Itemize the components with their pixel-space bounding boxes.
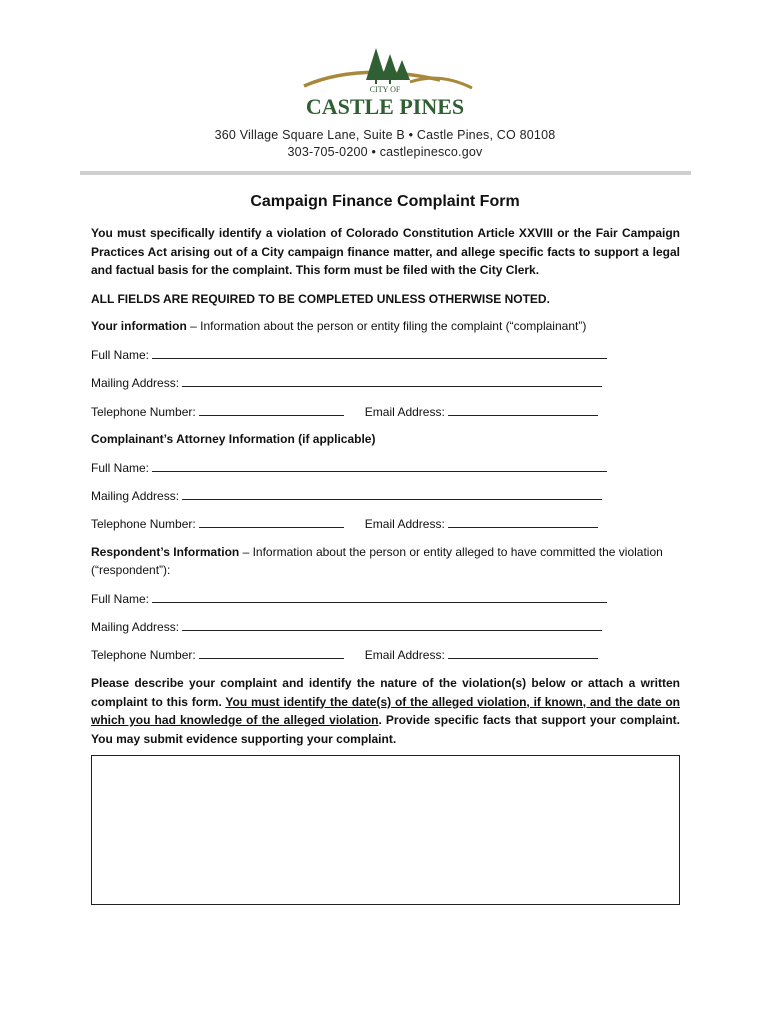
your-full-name-row (91, 347, 607, 362)
respondent-contact-row (91, 647, 598, 662)
attorney-email-field[interactable] (448, 516, 598, 528)
header-divider (80, 171, 691, 175)
city-logo (290, 44, 480, 120)
telephone-label: Telephone Number: (91, 648, 196, 662)
your-mailing-address-field[interactable] (182, 375, 602, 387)
intro-paragraph: You must specifically identify a violation of Colorado Constitution Article XXVIII or the Fair Campaign Practices Act arising out of a City campaign finance matter, and allege specific facts to support a legal and factual basis for the complaint. This form must be filed with the City Clerk. (91, 226, 680, 277)
attorney-full-name-row (91, 460, 607, 475)
logo-name: CASTLE PINES (305, 94, 465, 119)
your-full-name-field[interactable] (152, 347, 607, 359)
attorney-heading: Complainant’s Attorney Information (if applicable) (91, 432, 376, 446)
form-title: Campaign Finance Complaint Form (250, 193, 520, 210)
describe-paragraph (91, 674, 680, 748)
address-line-1: 360 Village Square Lane, Suite B • Castle Pines, CO 80108 (214, 128, 556, 142)
respondent-heading: Respondent’s Information (91, 545, 240, 559)
respondent-desc: – Information about the person or entity alleged to have committed the violation (239, 545, 663, 559)
your-info-desc: – Information about the person or entity filing the complaint (“complainant”) (186, 319, 587, 333)
full-name-label: Full Name: (91, 592, 150, 606)
your-telephone-field[interactable] (199, 404, 344, 416)
respondent-heading-row (91, 545, 663, 559)
respondent-desc-2: (“respondent”): (91, 563, 171, 577)
required-note: ALL FIELDS ARE REQUIRED TO BE COMPLETED UNLESS OTHERWISE NOTED. (91, 292, 550, 306)
respondent-telephone-field[interactable] (199, 647, 344, 659)
your-mailing-row (91, 375, 602, 390)
describe-part-1: Please describe your complaint and identify the nature of the violation(s) below or attach a written complaint to this form. (91, 676, 680, 709)
email-label: Email Address: (364, 517, 445, 531)
respondent-email-field[interactable] (448, 647, 598, 659)
email-label: Email Address: (364, 648, 445, 662)
attorney-mailing-row (91, 488, 602, 503)
respondent-mailing-row (91, 619, 602, 634)
email-label: Email Address: (364, 405, 445, 419)
attorney-telephone-field[interactable] (199, 516, 344, 528)
complaint-text-box[interactable] (91, 755, 680, 905)
attorney-contact-row (91, 516, 598, 531)
mailing-address-label: Mailing Address: (91, 376, 180, 390)
logo-top-text: CITY OF (369, 85, 401, 94)
describe-part-2: You must identify the date(s) of the alleged violation, if known, and the date on which you had knowledge of the alleged violation (91, 694, 681, 727)
attorney-mailing-address-field[interactable] (182, 488, 602, 500)
mailing-address-label: Mailing Address: (91, 620, 180, 634)
your-info-heading-row (91, 319, 586, 333)
telephone-label: Telephone Number: (91, 517, 196, 531)
full-name-label: Full Name: (91, 348, 150, 362)
full-name-label: Full Name: (91, 461, 150, 475)
respondent-full-name-row (91, 591, 607, 606)
respondent-mailing-address-field[interactable] (182, 619, 602, 631)
address-line-2: 303-705-0200 • castlepinesco.gov (287, 145, 483, 159)
your-email-field[interactable] (448, 404, 598, 416)
attorney-full-name-field[interactable] (152, 460, 607, 472)
mailing-address-label: Mailing Address: (91, 489, 180, 503)
telephone-label: Telephone Number: (91, 405, 196, 419)
respondent-full-name-field[interactable] (152, 591, 607, 603)
your-info-heading: Your information (91, 319, 187, 333)
describe-part-3: . Provide specific facts that support your complaint. You may submit evidence supporting your complaint. (91, 713, 680, 746)
your-contact-row (91, 404, 598, 419)
